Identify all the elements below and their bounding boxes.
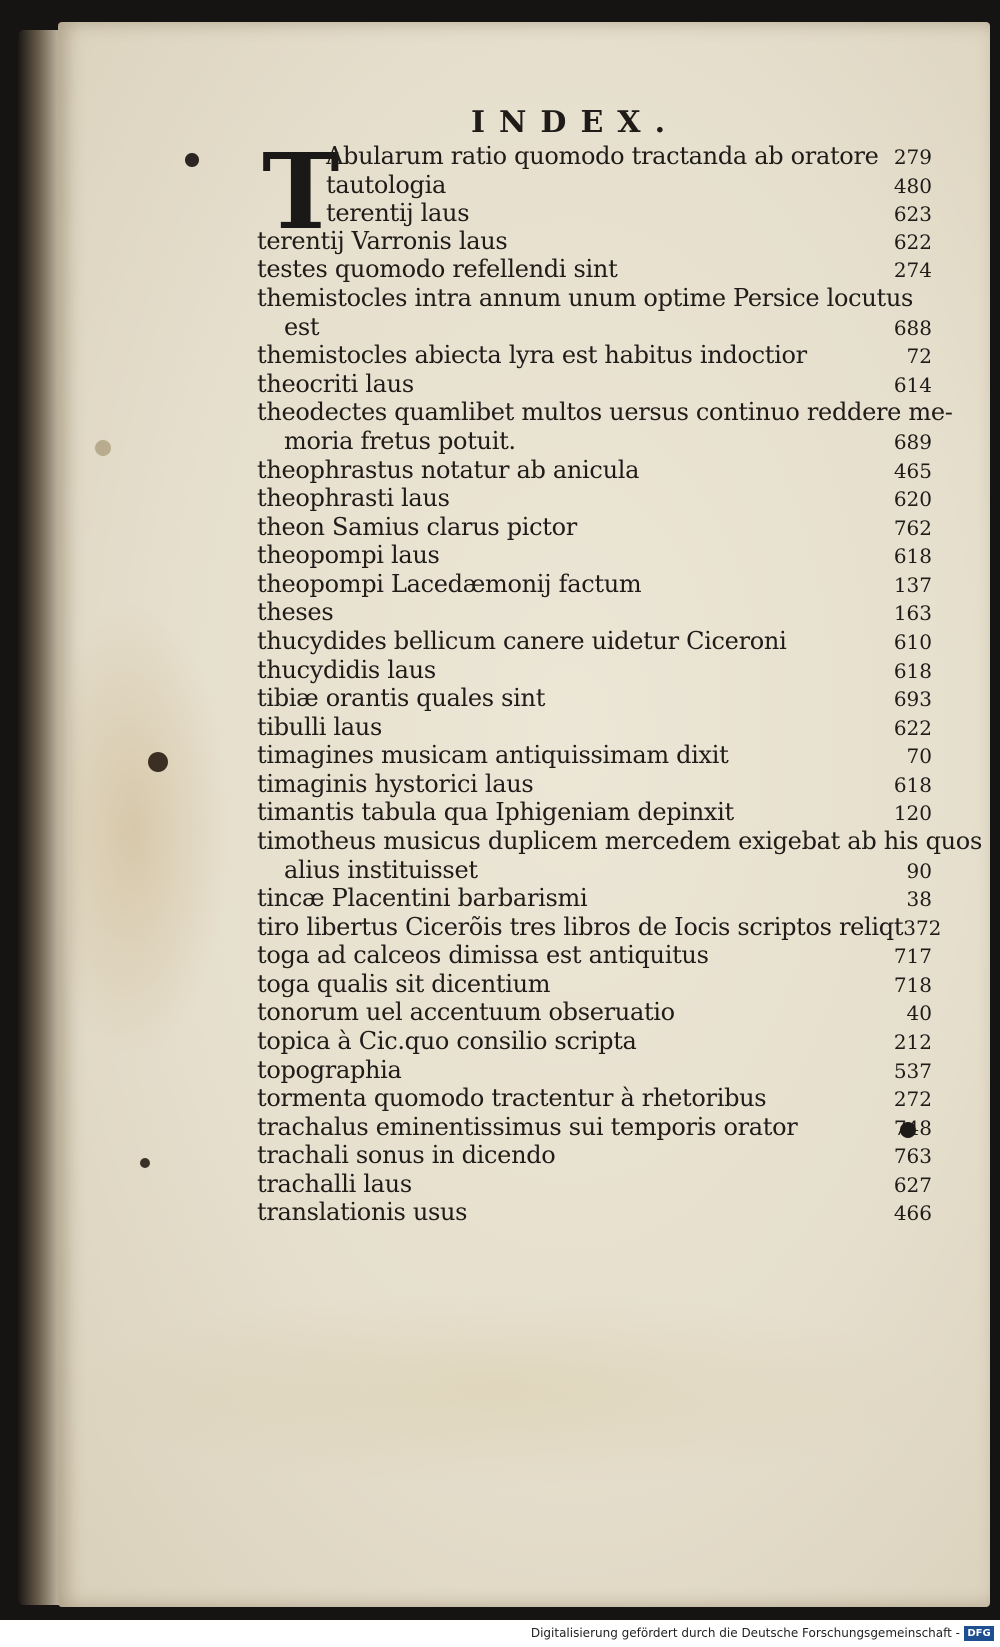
entry-page-number: 748	[893, 1116, 932, 1140]
index-entry	[257, 541, 932, 571]
decorated-initial: T	[262, 130, 340, 253]
entry-term: theon Samius clarus pictor	[257, 513, 577, 541]
entry-term: topica à Cic.quo consilio scripta	[257, 1027, 637, 1055]
index-entry	[257, 741, 932, 771]
entry-term: tonorum uel accentuum obseruatio	[257, 998, 675, 1026]
entry-page-number: 622	[893, 716, 932, 740]
entry-page-number: 465	[893, 459, 932, 483]
index-entry	[257, 484, 932, 514]
entry-page-number: 620	[893, 487, 932, 511]
entry-page-number: 90	[906, 859, 932, 883]
index-entry	[257, 255, 932, 285]
entry-page-number: 137	[893, 573, 932, 597]
entry-page-number: 466	[893, 1201, 932, 1225]
ink-dot	[140, 1158, 150, 1168]
entry-page-number: 718	[893, 973, 932, 997]
entry-page-number: 279	[893, 145, 932, 169]
digitization-credit: Digitalisierung gefördert durch die Deutsche Forschungsgemeinschaft -	[530, 1626, 960, 1640]
index-entry	[284, 856, 932, 886]
ink-dot	[148, 752, 168, 772]
entry-page-number: 38	[906, 887, 932, 911]
entry-term: trachalus eminentissimus sui temporis orator	[257, 1113, 798, 1141]
ink-dot	[95, 440, 111, 456]
index-entry	[257, 227, 932, 257]
index-entry	[257, 1170, 932, 1200]
entry-term: terentij laus	[326, 199, 470, 227]
entry-page-number: 618	[893, 659, 932, 683]
index-entry	[257, 456, 932, 486]
entry-term: translationis usus	[257, 1198, 468, 1226]
entry-page-number: 274	[893, 258, 932, 282]
entry-term: theocriti laus	[257, 370, 414, 398]
entry-term: tormenta quomodo tractentur à rhetoribus	[257, 1084, 767, 1112]
entry-term: themistocles intra annum unum optime Persice locutus	[257, 284, 914, 312]
index-entry	[257, 341, 932, 371]
entry-term: themistocles abiecta lyra est habitus indoctior	[257, 341, 807, 369]
index-entry	[257, 913, 942, 943]
index-entry	[257, 570, 932, 600]
entry-term: trachalli laus	[257, 1170, 412, 1198]
entry-page-number: 120	[893, 801, 932, 825]
entry-term: testes quomodo refellendi sint	[257, 255, 618, 283]
entry-term: theopompi Lacedæmonij factum	[257, 570, 642, 598]
entry-page-number: 717	[893, 944, 932, 968]
index-entry	[257, 1198, 932, 1228]
entry-term: terentij Varronis laus	[257, 227, 508, 255]
entry-page-number: 762	[893, 516, 932, 540]
entry-term: est	[284, 313, 320, 341]
entry-term: tiro libertus Cicerõis tres libros de Iocis scriptos reliqt	[257, 913, 904, 941]
entry-page-number: 618	[893, 544, 932, 568]
index-entry	[326, 199, 932, 229]
entry-term: theophrastus notatur ab anicula	[257, 456, 640, 484]
entry-term: Abularum ratio quomodo tractanda ab oratore	[326, 142, 879, 170]
entry-page-number: 537	[893, 1059, 932, 1083]
index-entry	[257, 513, 932, 543]
dfg-logo: DFG	[964, 1626, 994, 1641]
index-entry	[257, 1113, 932, 1143]
index-entry	[257, 398, 953, 428]
index-entry	[257, 1056, 932, 1086]
entry-page-number: 163	[893, 601, 932, 625]
entry-term: timotheus musicus duplicem mercedem exigebat ab his quos	[257, 827, 982, 855]
index-entry	[257, 1027, 932, 1057]
index-entry	[257, 827, 982, 857]
entry-term: theses	[257, 598, 334, 626]
entry-page-number: 618	[893, 773, 932, 797]
index-entry	[257, 798, 932, 828]
index-entry	[257, 1141, 932, 1171]
entry-term: alius instituisset	[284, 856, 478, 884]
entry-term: moria fretus potuit.	[284, 427, 516, 455]
entry-term: tibulli laus	[257, 713, 382, 741]
ink-dot	[185, 153, 199, 167]
index-entry	[257, 1084, 932, 1114]
entry-term: toga ad calceos dimissa est antiquitus	[257, 941, 709, 969]
index-entry	[257, 884, 932, 914]
entry-page-number: 40	[906, 1001, 932, 1025]
page-header: INDEX.	[470, 105, 680, 140]
entry-term: thucydidis laus	[257, 656, 436, 684]
entry-page-number: 627	[893, 1173, 932, 1197]
entry-term: timaginis hystorici laus	[257, 770, 534, 798]
index-entry	[284, 427, 932, 457]
entry-page-number: 763	[893, 1144, 932, 1168]
index-entry	[257, 370, 932, 400]
entry-page-number: 623	[893, 202, 932, 226]
index-entry	[326, 142, 932, 172]
index-entry	[257, 970, 932, 1000]
entry-term: theodectes quamlibet multos uersus continuo reddere me-	[257, 398, 953, 426]
entry-term: timagines musicam antiquissimam dixit	[257, 741, 729, 769]
index-entry	[257, 598, 932, 628]
index-entry	[257, 684, 932, 714]
lower-stain	[60, 1290, 940, 1490]
entry-page-number: 622	[893, 230, 932, 254]
index-entry	[257, 627, 932, 657]
entry-term: tautologia	[326, 171, 446, 199]
index-entry	[284, 313, 932, 343]
entry-page-number: 372	[903, 916, 942, 940]
entry-page-number: 70	[906, 744, 932, 768]
index-entry	[257, 770, 932, 800]
entry-page-number: 614	[893, 373, 932, 397]
entry-term: thucydides bellicum canere uidetur Ciceroni	[257, 627, 787, 655]
entry-term: timantis tabula qua Iphigeniam depinxit	[257, 798, 734, 826]
index-entry	[257, 713, 932, 743]
entry-term: tincæ Placentini barbarismi	[257, 884, 588, 912]
entry-page-number: 693	[893, 687, 932, 711]
entry-page-number: 272	[893, 1087, 932, 1111]
entry-term: theophrasti laus	[257, 484, 450, 512]
entry-page-number: 688	[893, 316, 932, 340]
entry-term: theopompi laus	[257, 541, 440, 569]
index-entry	[326, 171, 932, 201]
entry-term: toga qualis sit dicentium	[257, 970, 551, 998]
entry-page-number: 689	[893, 430, 932, 454]
water-stain	[70, 600, 230, 1060]
entry-page-number: 480	[893, 174, 932, 198]
entry-term: trachali sonus in dicendo	[257, 1141, 556, 1169]
index-entry	[257, 284, 932, 314]
entry-page-number: 212	[893, 1030, 932, 1054]
entry-page-number: 610	[893, 630, 932, 654]
entry-term: topographia	[257, 1056, 402, 1084]
index-entry	[257, 998, 932, 1028]
entry-page-number: 72	[906, 344, 932, 368]
index-entry	[257, 656, 932, 686]
entry-term: tibiæ orantis quales sint	[257, 684, 546, 712]
index-entry	[257, 941, 932, 971]
